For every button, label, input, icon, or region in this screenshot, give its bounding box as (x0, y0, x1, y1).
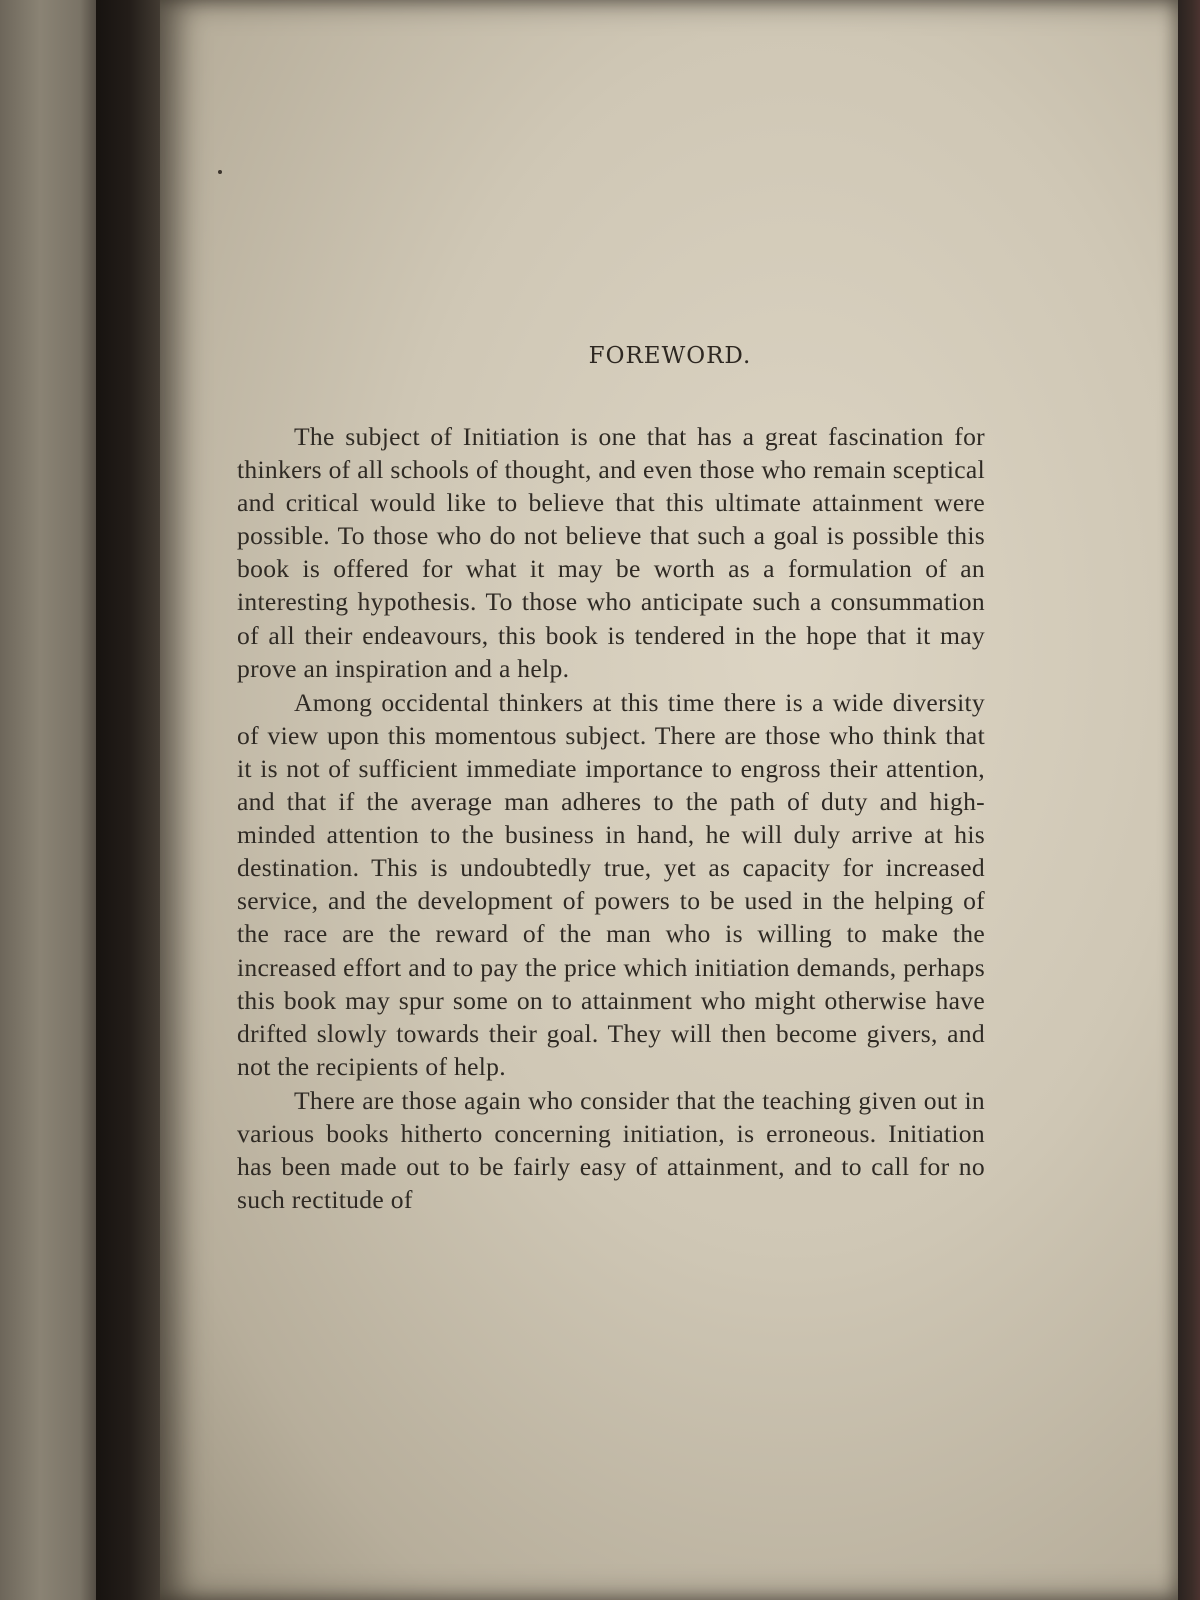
paper-speck (218, 170, 222, 174)
paragraph-1: The subject of Initiation is one that has a great fascination for thinkers of all schools of thought, and even those who remain sceptical and critical would like to believe that this ultimate attainment were possible. To those who do not believe that such a goal is possible this book is offered for what it may be worth as a formulation of an interesting hypothesis. To those who anticipate such a consummation of all their endeavours, this book is tendered in the hope that it may prove an inspiration and a help. (237, 422, 985, 683)
body-text (237, 420, 985, 1216)
background-edge (1178, 0, 1200, 1600)
paragraph-2: Among occidental thinkers at this time there is a wide diversity of view upon this momentous subject. There are those who think that it is not of sufficient immediate importance to engross their attention, and that if the average man adheres to the path of duty and high-minded attention to the business in hand, he will duly arrive at his destination. This is undoubtedly true, yet as capacity for increased service, and the development of powers to be used in the helping of the race are the reward of the man who is willing to make the increased effort and to pay the price which initiation demands, perhaps this book may spur some on to attainment who might otherwise have drifted slowly towards their goal. They will then become givers, and not the recipients of help. (237, 687, 985, 1081)
paragraph-3: There are those again who consider that the teaching given out in various books hitherto concerning initiation, is erroneous. Initiation has been made out to be fairly easy of attainment, and to call for no such rectitude of (237, 1085, 985, 1215)
page-title: FOREWORD. (588, 343, 752, 369)
left-facing-page (0, 0, 100, 1600)
book-gutter-shadow (96, 0, 170, 1600)
